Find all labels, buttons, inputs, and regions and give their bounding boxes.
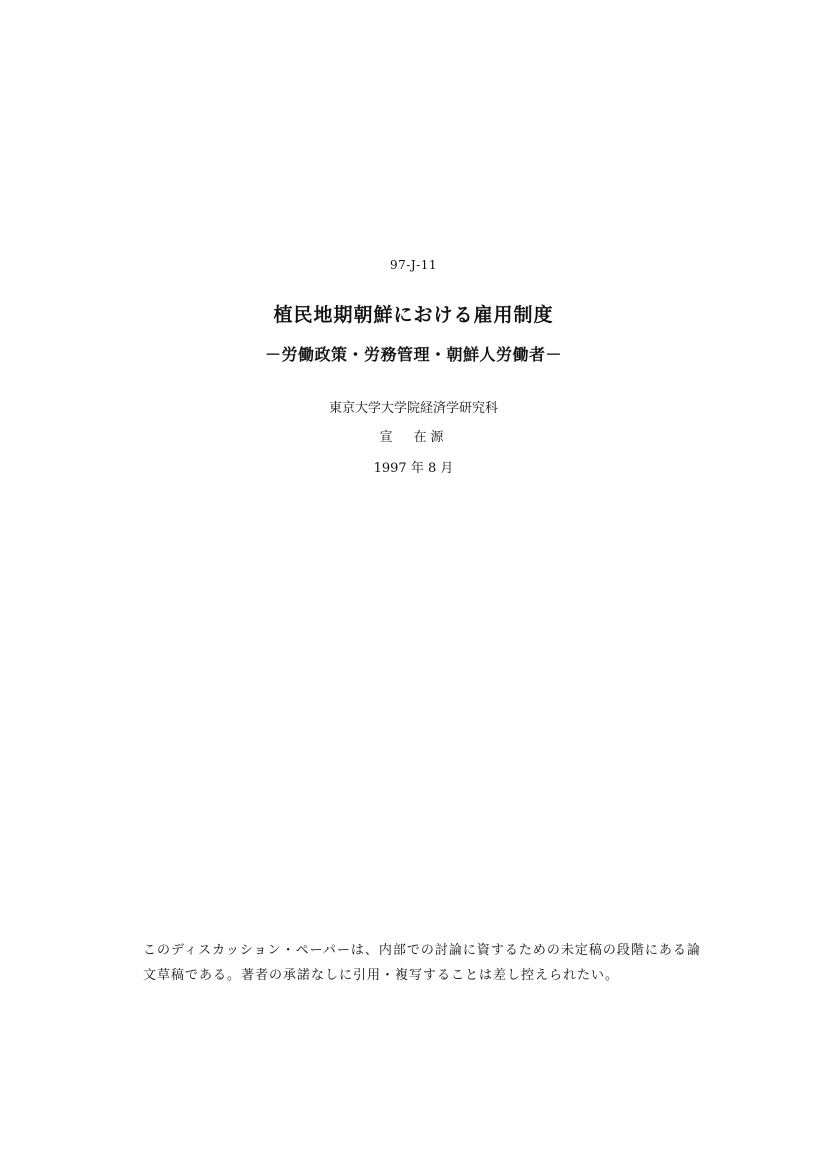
- disclaimer-notice: [143, 938, 763, 988]
- paper-subtitle: －労働政策・労務管理・朝鮮人労働者－: [264, 345, 562, 364]
- publication-date: 1997 年 8 月: [373, 461, 454, 476]
- author-affiliation: 東京大学大学院経済学研究科: [328, 401, 498, 416]
- paper-title: 植民地期朝鮮における雇用制度: [273, 304, 554, 326]
- disclaimer-line-1: このディスカッション・ペーパーは、内部での討論に資するための未定稿の段階にある論: [143, 943, 701, 958]
- author-name: 宣 在源: [379, 430, 448, 445]
- disclaimer-line-2: 文草稿である。著者の承諾なしに引用・複写することは差し控えられたい。: [143, 968, 620, 983]
- paper-id: 97-J-11: [390, 258, 437, 272]
